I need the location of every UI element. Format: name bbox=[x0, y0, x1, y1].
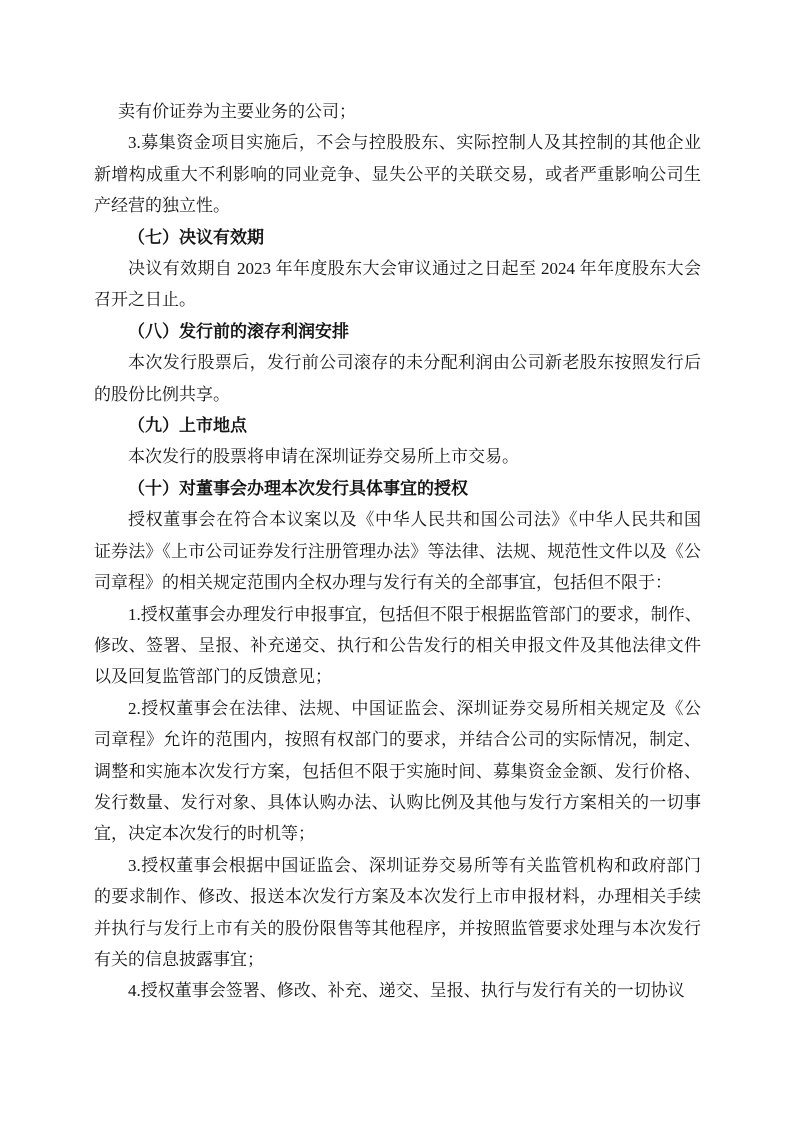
text-line: 并执行与发行上市有关的股份限售等其他程序，并按照监管要求处理与本次发行 bbox=[94, 918, 701, 938]
text-line: 调整和实施本次发行方案，包括但不限于实施时间、募集资金金额、发行价格、 bbox=[94, 761, 701, 781]
section-heading bbox=[94, 410, 701, 441]
text-line: 司章程》允许的范围内，按照有权部门的要求，并结合公司的实际情况，制定、 bbox=[94, 730, 701, 750]
text-line: （十）对董事会办理本次发行具体事宜的授权 bbox=[128, 478, 468, 498]
text-line: 本次发行的股票将申请在深圳证券交易所上市交易。 bbox=[128, 447, 519, 467]
body-paragraph bbox=[94, 441, 701, 472]
text-line: 证券法》《上市公司证券发行注册管理办法》等法律、法规、规范性文件以及《公 bbox=[94, 541, 701, 561]
document-body bbox=[94, 96, 701, 1007]
body-paragraph bbox=[94, 599, 701, 693]
text-line: 卖有价证券为主要业务的公司； bbox=[118, 102, 356, 121]
text-line: 发行数量、发行对象、具体认购办法、认购比例及其他与发行方案相关的一切事 bbox=[94, 792, 701, 812]
text-line: 新增构成重大不利影响的同业竞争、显失公平的关联交易，或者严重影响公司生 bbox=[94, 164, 701, 184]
section-heading bbox=[94, 316, 701, 347]
text-line: 宜，决定本次发行的时机等； bbox=[94, 824, 315, 844]
body-paragraph bbox=[94, 693, 701, 850]
text-line: 的股份比例共享。 bbox=[94, 384, 230, 404]
text-line: 有关的信息披露事宜； bbox=[94, 949, 264, 969]
text-line: （八）发行前的滚存利润安排 bbox=[128, 321, 349, 341]
text-line: 决议有效期自 2023 年年度股东大会审议通过之日起至 2024 年年度股东大会 bbox=[128, 259, 701, 279]
text-line: 以及回复监管部门的反馈意见； bbox=[94, 667, 332, 687]
body-paragraph bbox=[94, 850, 701, 976]
text-line: 本次发行股票后，发行前公司滚存的未分配利润由公司新老股东按照发行后 bbox=[128, 353, 701, 373]
body-paragraph bbox=[94, 253, 701, 316]
text-line: （七）决议有效期 bbox=[128, 227, 264, 247]
body-paragraph bbox=[94, 347, 701, 410]
body-paragraph bbox=[94, 96, 701, 127]
text-line: 召开之日止。 bbox=[94, 290, 196, 310]
text-line: 3.募集资金项目实施后，不会与控股股东、实际控制人及其控制的其他企业 bbox=[128, 133, 701, 153]
text-line: 的要求制作、修改、报送本次发行方案及本次发行上市申报材料，办理相关手续 bbox=[94, 887, 701, 907]
text-line: 司章程》的相关规定范围内全权办理与发行有关的全部事宜，包括但不限于： bbox=[94, 573, 672, 593]
text-line: 授权董事会在符合本议案以及《中华人民共和国公司法》《中华人民共和国 bbox=[128, 510, 701, 530]
body-paragraph bbox=[94, 975, 701, 1006]
text-line: 修改、签署、呈报、补充递交、执行和公告发行的相关申报文件及其他法律文件 bbox=[94, 635, 701, 655]
body-paragraph bbox=[94, 127, 701, 221]
text-line: 2.授权董事会在法律、法规、中国证监会、深圳证券交易所相关规定及《公 bbox=[128, 698, 701, 718]
text-line: 3.授权董事会根据中国证监会、深圳证券交易所等有关监管机构和政府部门 bbox=[128, 855, 701, 875]
text-line: 1.授权董事会办理发行申报事宜，包括但不限于根据监管部门的要求，制作、 bbox=[128, 604, 702, 624]
section-heading bbox=[94, 222, 701, 253]
text-line: 4.授权董事会签署、修改、补充、递交、呈报、执行与发行有关的一切协议 bbox=[128, 981, 685, 1001]
body-paragraph bbox=[94, 504, 701, 598]
text-line: 产经营的独立性。 bbox=[94, 196, 230, 216]
text-line: （九）上市地点 bbox=[128, 416, 247, 436]
section-heading bbox=[94, 473, 701, 504]
